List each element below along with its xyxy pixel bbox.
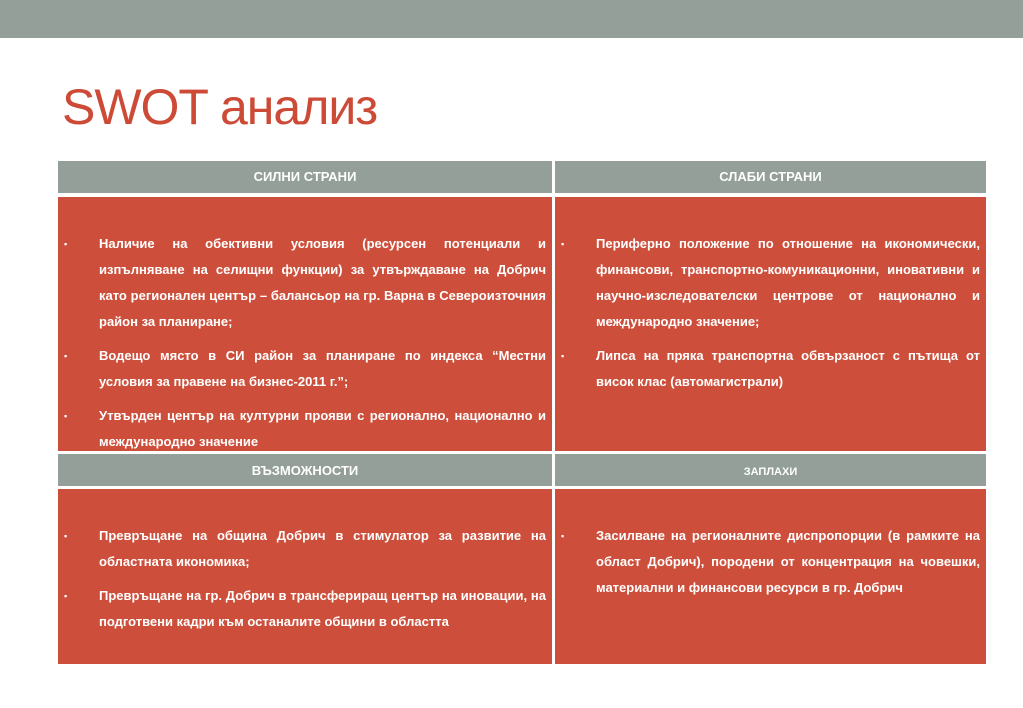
opportunities-list [58,523,546,635]
list-item: ▪ Липса на пряка транспортна обвързаност с пътища от висок клас (автомагистрали) [555,343,980,395]
opportunities-cell [58,489,552,664]
list-item: ▪ Водещо място в СИ район за планиране по индекса “Местни условия за правене на бизнес-2011 г.”; [58,343,546,395]
bullet-icon: ▪ [64,239,68,249]
bullet-icon: ▪ [64,531,68,541]
list-item: ▪ Превръщане на община Добрич в стимулатор за развитие на областната икономика; [58,523,546,575]
bullet-icon: ▪ [561,531,565,541]
bullet-icon: ▪ [64,591,68,601]
threats-cell [555,489,986,664]
threats-header [555,454,986,486]
strengths-list [58,231,546,455]
opportunities-header [58,454,552,486]
list-item: ▪ Засилване на регионалните диспропорции (в рамките на област Добрич), породени от концентрация на човешки, материални и финансови ресурси в гр. Добрич [555,523,980,601]
bullet-icon: ▪ [64,411,68,421]
weaknesses-header-label: СЛАБИ СТРАНИ [719,169,822,184]
top-bar [0,0,1023,38]
bullet-icon: ▪ [561,239,565,249]
list-item: ▪ Утвърден център на културни прояви с регионално, национално и международно значение [58,403,546,455]
list-item: ▪ Превръщане на гр. Добрич в трансфериращ център на иновации, на подготвени кадри към останалите общини в областта [58,583,546,635]
bullet-icon: ▪ [64,351,68,361]
weaknesses-list [555,231,980,395]
strengths-header [58,161,552,193]
opportunities-header-label: ВЪЗМОЖНОСТИ [251,463,359,478]
threats-list [555,523,980,601]
strengths-header-label: СИЛНИ СТРАНИ [253,169,357,184]
bullet-icon: ▪ [561,351,565,361]
list-item: ▪ Наличие на обективни условия (ресурсен потенциали и изпълняване на селищни функции) за утвърждаване на Добрич като регионален център – балансьор на гр. Варна в Североизточния район за планиране; [58,231,546,335]
list-item: ▪ Периферно положение по отношение на икономически, финансови, транспортно-комуникационни, иновативни и научно-изследователски центрове от национално и международно значение; [555,231,980,335]
threats-header-label: ЗАПЛАХИ [743,466,798,478]
weaknesses-cell [555,197,986,451]
page-title: SWOT анализ [62,79,378,135]
weaknesses-header [555,161,986,193]
strengths-cell [58,197,552,451]
